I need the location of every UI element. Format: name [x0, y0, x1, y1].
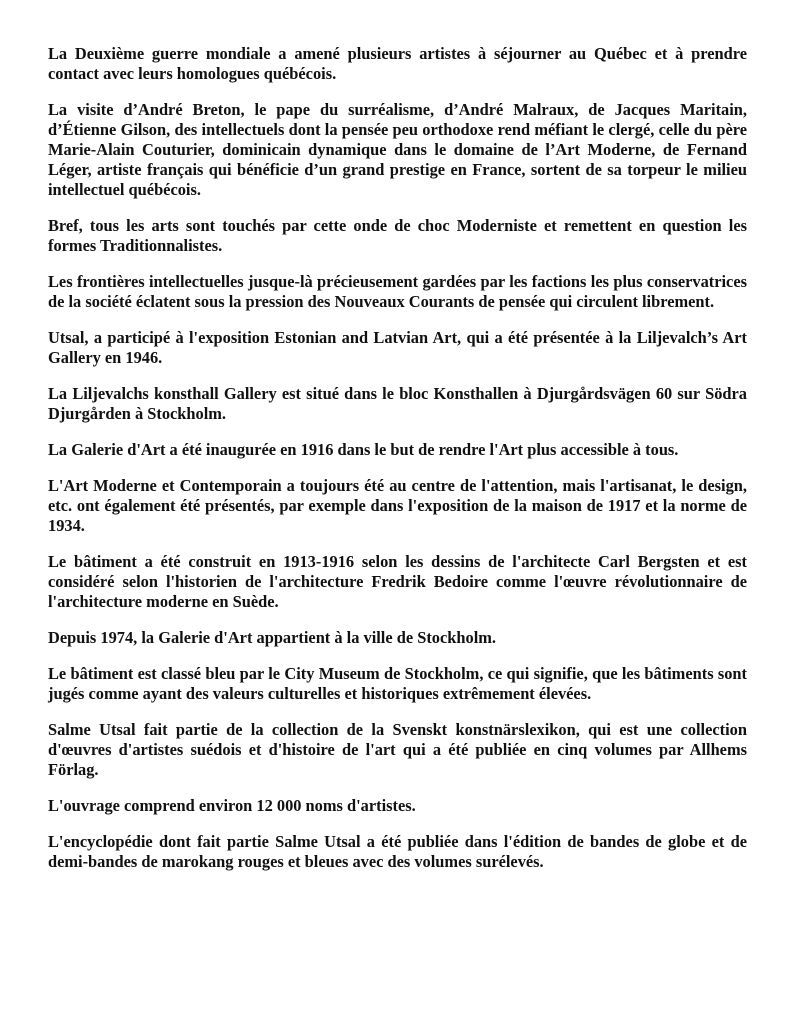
paragraph-10: Depuis 1974, la Galerie d'Art appartient à la ville de Stockholm.: [48, 628, 496, 647]
paragraph-13: L'ouvrage comprend environ 12 000 noms d'artistes.: [48, 796, 416, 815]
paragraph-7: La Galerie d'Art a été inaugurée en 1916 dans le but de rendre l'Art plus accessible à tous.: [48, 440, 679, 459]
paragraph-12: Salme Utsal fait partie de la collection de la Svenskt konstnärslexikon, qui est une collection d'œuvres d'artistes suédois et d'histoire de l'art qui a été publiée en cinq volumes par Allhems Förlag.: [48, 720, 747, 779]
paragraph-2: La visite d’André Breton, le pape du surréalisme, d’André Malraux, de Jacques Maritain, d’Étienne Gilson, des intellectuels dont la pensée peu orthodoxe rend méfiant le clergé, celle du père Marie-Alain Couturier, dominicain dynamique dans le domaine de l’Art Moderne, de Fernand Léger, artiste français qui bénéficie d’un grand prestige en France, sortent de sa torpeur le milieu intellectuel québécois.: [48, 100, 747, 199]
paragraph-6: La Liljevalchs konsthall Gallery est situé dans le bloc Konsthallen à Djurgårdsvägen 60 sur Södra Djurgården à Stockholm.: [48, 384, 747, 423]
paragraph-14: L'encyclopédie dont fait partie Salme Utsal a été publiée dans l'édition de bandes de globe et de demi-bandes de marokang rouges et bleues avec des volumes surélevés.: [48, 832, 747, 871]
paragraph-5: Utsal, a participé à l'exposition Estonian and Latvian Art, qui a été présentée à la Liljevalch’s Art Gallery en 1946.: [48, 328, 747, 367]
paragraph-1: La Deuxième guerre mondiale a amené plusieurs artistes à séjourner au Québec et à prendre contact avec leurs homologues québécois.: [48, 44, 747, 83]
document-page: [48, 44, 747, 888]
paragraph-3: Bref, tous les arts sont touchés par cette onde de choc Moderniste et remettent en question les formes Traditionnalistes.: [48, 216, 747, 255]
paragraph-11: Le bâtiment est classé bleu par le City Museum de Stockholm, ce qui signifie, que les bâtiments sont jugés comme ayant des valeurs culturelles et historiques extrêmement élevées.: [48, 664, 747, 703]
paragraph-4: Les frontières intellectuelles jusque-là précieusement gardées par les factions les plus conservatrices de la société éclatent sous la pression des Nouveaux Courants de pensée qui circulent librement.: [48, 272, 747, 311]
paragraph-9: Le bâtiment a été construit en 1913-1916 selon les dessins de l'architecte Carl Bergsten et est considéré selon l'historien de l'architecture Fredrik Bedoire comme l'œuvre révolutionnaire de l'architecture moderne en Suède.: [48, 552, 747, 611]
paragraph-8: L'Art Moderne et Contemporain a toujours été au centre de l'attention, mais l'artisanat, le design, etc. ont également été présentés, par exemple dans l'exposition de la maison de 1917 et la norme de 1934.: [48, 476, 747, 535]
